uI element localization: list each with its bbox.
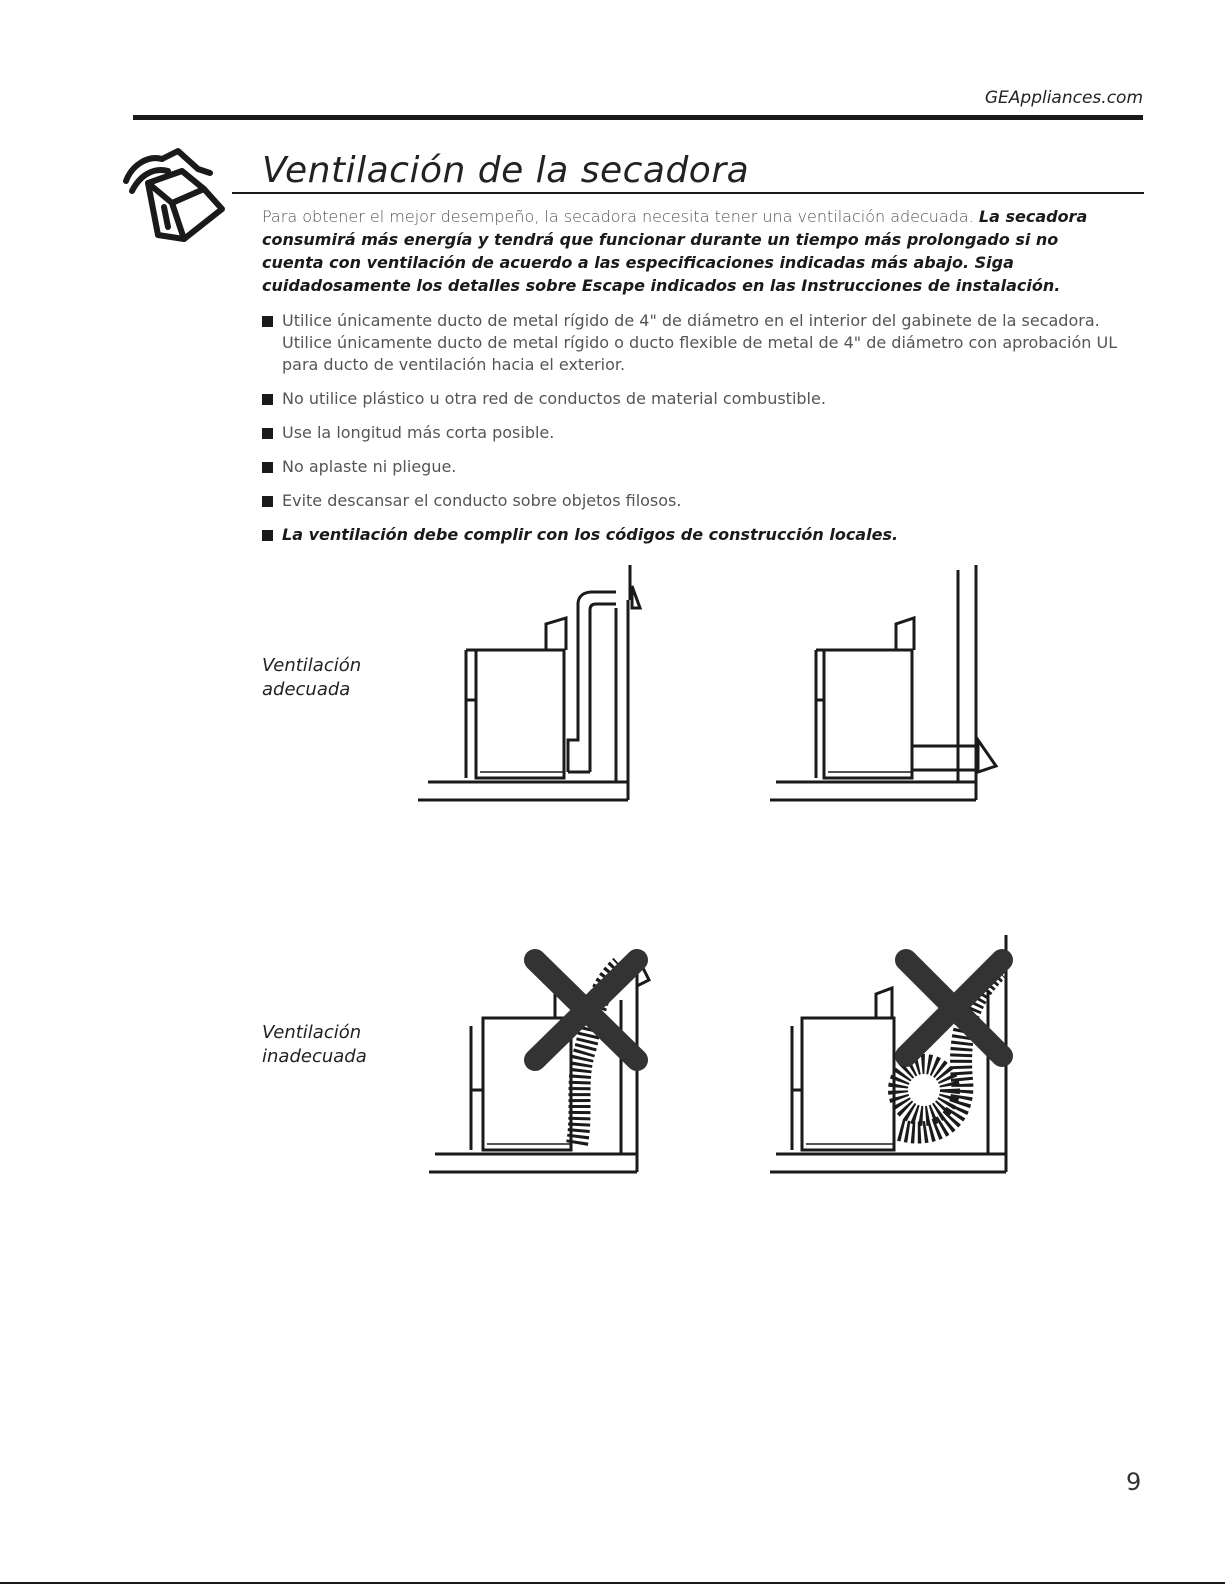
bullet-square-icon <box>262 462 273 473</box>
page-number: 9 <box>1126 1468 1142 1496</box>
intro-regular-text: Para obtener el mejor desempeño, la secadora necesita tener una ventilación adecuada. <box>262 207 979 226</box>
page-title: Ventilación de la secadora <box>262 150 750 191</box>
list-item: Use la longitud más corta posible. <box>262 422 1142 444</box>
bullet-square-icon <box>262 428 273 439</box>
list-item: Evite descansar el conducto sobre objetos filosos. <box>262 490 1142 512</box>
improper-vent-looped-diagram <box>766 930 1016 1180</box>
bullet-square-icon <box>262 496 273 507</box>
bottom-rule <box>0 1582 1225 1584</box>
list-item: Utilice únicamente ducto de metal rígido de 4" de diámetro en el interior del gabinete de la secadora. Utilice únicamente ducto de metal rígido o ducto flexible de metal de 4" de diámetro con aprobación UL para ducto de ventilación hacia el exterior. <box>262 310 1142 376</box>
good-venting-label: Ventilación adecuada <box>262 655 362 700</box>
title-rule <box>232 192 1144 194</box>
bullet-square-icon <box>262 316 273 327</box>
site-url: GEAppliances.com <box>984 88 1143 108</box>
top-rule <box>133 115 1143 120</box>
proper-vent-horizontal-diagram <box>766 560 1016 810</box>
list-item: No aplaste ni pliegue. <box>262 456 1142 478</box>
intro-bold-text: La secadora consumirá más energía y tendrá que funcionar durante un tiempo más prolongado si no cuenta con ventilación de acuerdo a las especificaciones indicadas más abajo. Siga cuidadosamente los detalles sobre Escape indicados en las Instrucciones de instalación. <box>262 207 1088 295</box>
requirements-list <box>262 310 1142 558</box>
improper-vent-crushed-diagram <box>425 930 675 1180</box>
bullet-square-icon <box>262 394 273 405</box>
bullet-square-icon <box>262 530 273 541</box>
list-item: La ventilación debe complir con los códigos de construcción locales. <box>262 524 1142 546</box>
bad-venting-label: Ventilación inadecuada <box>262 1022 367 1067</box>
list-item: No utilice plástico u otra red de conductos de material combustible. <box>262 388 1142 410</box>
proper-vent-vertical-diagram <box>418 560 668 810</box>
intro-paragraph <box>262 205 1122 297</box>
dryer-vent-icon <box>118 143 236 243</box>
